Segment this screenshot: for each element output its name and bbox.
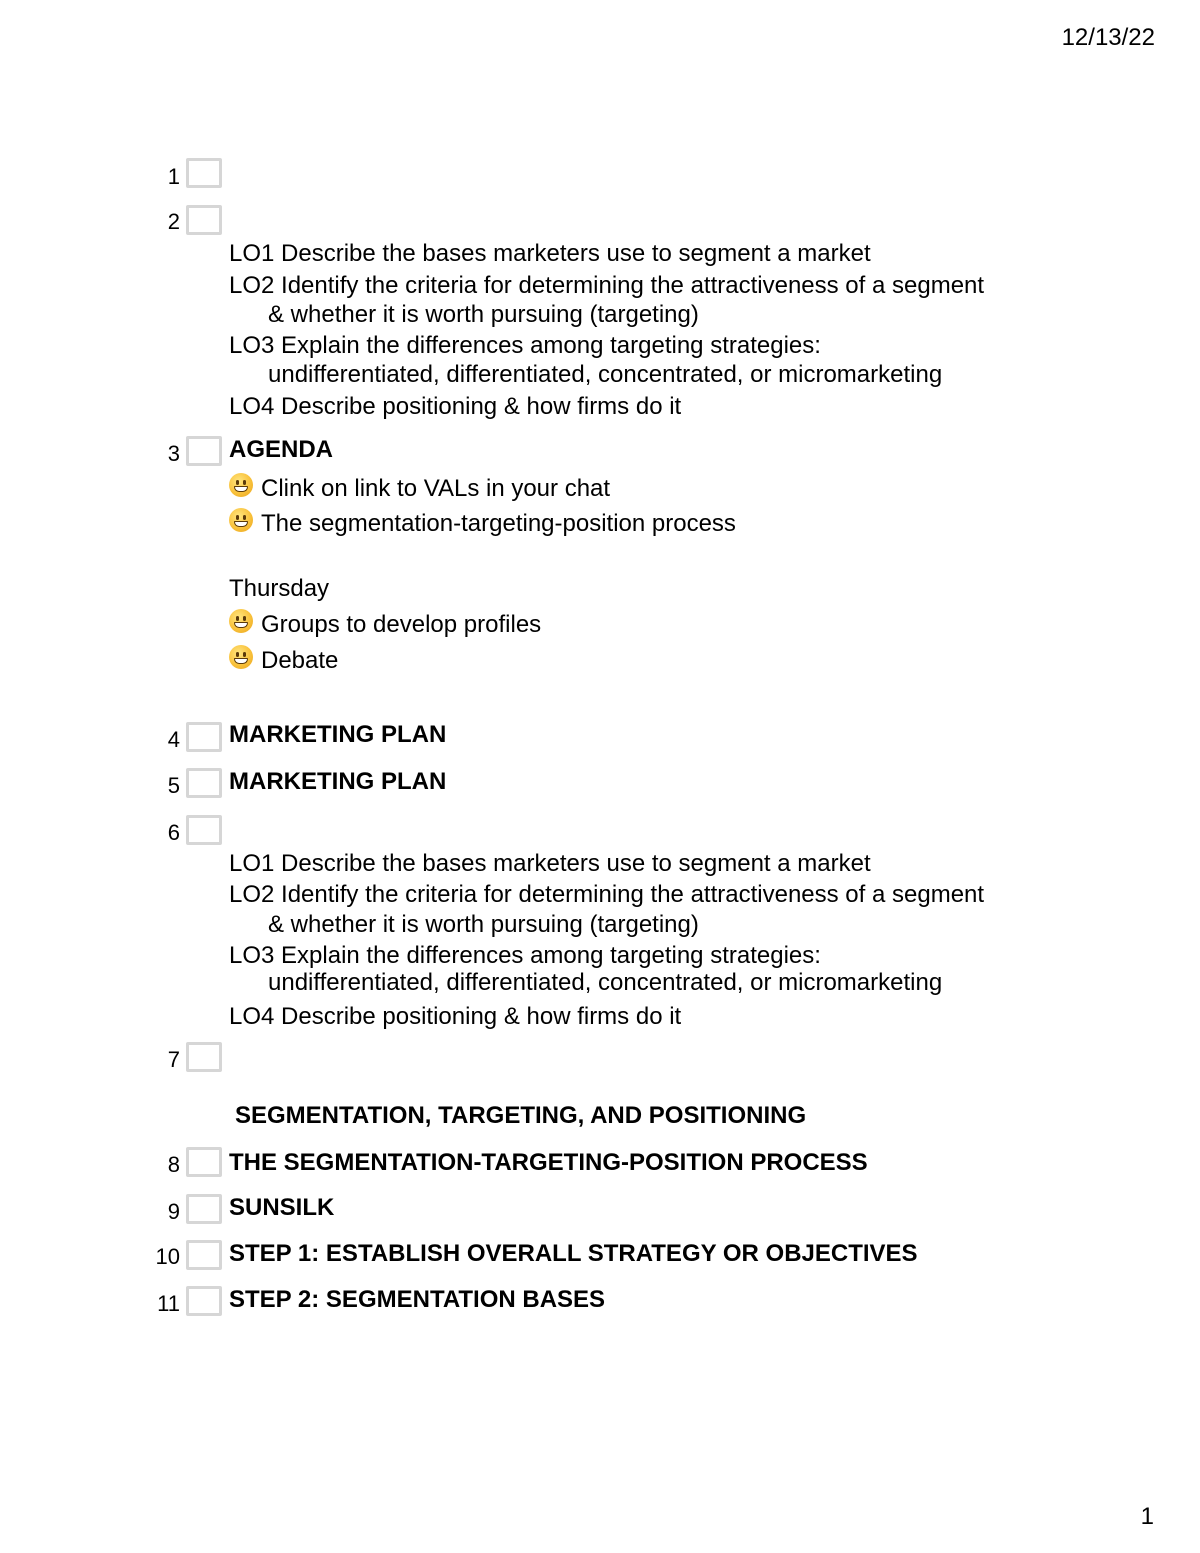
slide-thumbnail-placeholder [186, 436, 222, 466]
slide-title: MARKETING PLAN [229, 721, 447, 748]
slide-number: 4 [167, 727, 180, 752]
learning-objective-2-continued: & whether it is worth pursuing (targeting) [268, 301, 699, 328]
learning-objective-3-continued: undifferentiated, differentiated, concentrated, or micromarketing [268, 969, 943, 996]
learning-objective-3: LO3 Explain the differences among targeting strategies: [229, 942, 821, 969]
learning-objective-1: LO1 Describe the bases marketers use to segment a market [229, 850, 871, 877]
slide-thumbnail-placeholder [186, 1194, 222, 1224]
slide-title: STEP 1: ESTABLISH OVERALL STRATEGY OR OBJECTIVES [229, 1240, 918, 1267]
learning-objective-2-continued: & whether it is worth pursuing (targeting) [268, 911, 699, 938]
learning-objective-4: LO4 Describe positioning & how firms do it [229, 1003, 682, 1030]
slide-thumbnail-placeholder [186, 768, 222, 798]
slide-title: SEGMENTATION, TARGETING, AND POSITIONING [235, 1102, 807, 1129]
agenda-item: Clink on link to VALs in your chat [229, 473, 610, 503]
learning-objective-2: LO2 Identify the criteria for determining the attractiveness of a segment [229, 272, 985, 299]
agenda-item: The segmentation-targeting-position process [229, 508, 736, 538]
slide-thumbnail-placeholder [186, 158, 222, 188]
slide-thumbnail-placeholder [186, 1042, 222, 1072]
learning-objective-3-continued: undifferentiated, differentiated, concentrated, or micromarketing [268, 361, 943, 388]
slide-thumbnail-placeholder [186, 205, 222, 235]
agenda-title: AGENDA [229, 436, 334, 463]
learning-objective-4: LO4 Describe positioning & how firms do it [229, 393, 682, 420]
slide-title: STEP 2: SEGMENTATION BASES [229, 1286, 606, 1313]
slide-number: 1 [167, 164, 180, 189]
slide-number: 7 [167, 1047, 180, 1072]
agenda-item: Groups to develop profiles [229, 609, 541, 639]
slide-number: 8 [167, 1152, 180, 1177]
slide-number: 5 [167, 773, 180, 798]
grinning-face-icon [229, 508, 253, 532]
grinning-face-icon [229, 645, 253, 669]
learning-objective-2: LO2 Identify the criteria for determining the attractiveness of a segment [229, 881, 985, 908]
agenda-item: Debate [229, 645, 338, 675]
slide-number: 6 [167, 820, 180, 845]
slide-title: SUNSILK [229, 1194, 335, 1221]
slide-title: THE SEGMENTATION-TARGETING-POSITION PROCESS [229, 1149, 868, 1176]
slide-thumbnail-placeholder [186, 1286, 222, 1316]
slide-thumbnail-placeholder [186, 1147, 222, 1177]
slide-number: 11 [157, 1291, 180, 1316]
slide-thumbnail-placeholder [186, 1240, 222, 1270]
slide-title: MARKETING PLAN [229, 768, 447, 795]
page-number: 1 [1140, 1503, 1154, 1530]
slide-number: 9 [167, 1199, 180, 1224]
slide-number: 10 [155, 1244, 180, 1269]
agenda-thursday-label: Thursday [229, 575, 330, 602]
slide-number: 2 [167, 209, 180, 234]
slide-thumbnail-placeholder [186, 815, 222, 845]
learning-objective-3: LO3 Explain the differences among targeting strategies: [229, 332, 821, 359]
grinning-face-icon [229, 473, 253, 497]
learning-objective-1: LO1 Describe the bases marketers use to segment a market [229, 240, 871, 267]
slide-number: 3 [167, 441, 180, 466]
grinning-face-icon [229, 609, 253, 633]
slide-thumbnail-placeholder [186, 722, 222, 752]
page-date: 12/13/22 [1061, 24, 1155, 51]
